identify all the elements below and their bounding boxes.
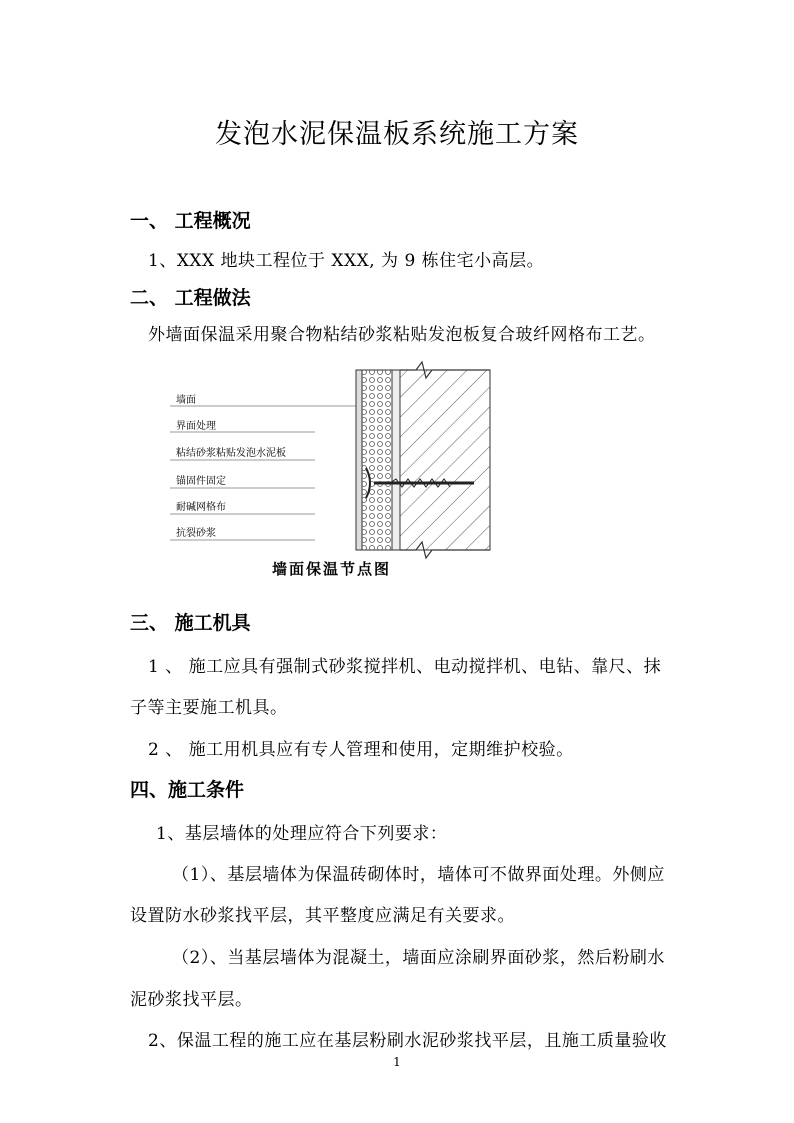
diagram-label-mortar: 抗裂砂浆 [176,528,216,539]
diagram-caption: 墙面保温节点图 [272,560,392,578]
section-heading-method: 二、 工程做法 [130,287,251,309]
document-title: 发泡水泥保温板系统施工方案 [215,119,579,150]
conditions-item-2-line1: 2、保温工程的施工应在基层粉刷水泥砂浆找平层，且施工质量验收 [148,1031,667,1051]
equipment-item-1-line2: 子等主要施工机具。 [130,698,288,718]
foam-cement-board [362,370,392,550]
diagram-label-mesh: 耐碱网格布 [176,502,226,513]
method-text: 外墙面保温采用聚合物粘结砂浆粘贴发泡板复合玻纤网格布工艺。 [148,325,656,345]
diagram-label-wall: 墙面 [176,395,196,406]
equipment-item-1-line1: 1 、 施工应具有强制式砂浆搅拌机、电动搅拌机、电钻、靠尺、抹 [148,657,662,677]
diagram-label-interface: 界面处理 [176,421,216,432]
conditions-sub-1-line2: 设置防水砂浆找平层，其平整度应满足有关要求。 [130,906,515,926]
diagram-label-anchor: 锚固件固定 [176,476,226,487]
diagram-label-adhesive: 粘结砂浆粘贴发泡水泥板 [176,448,286,459]
conditions-sub-2-line2: 泥砂浆找平层。 [130,990,253,1010]
wall-insulation-node-diagram [160,360,500,590]
section-heading-equipment: 三、 施工机具 [130,612,251,634]
base-wall [400,370,490,550]
conditions-sub-1-line1: （1）、基层墙体为保温砖砌体时，墙体可不做界面处理。外侧应 [172,865,665,885]
conditions-sub-2-line1: （2）、当基层墙体为混凝土，墙面应涂刷界面砂浆，然后粉刷水 [172,948,665,968]
adhesive-mortar-layer [392,370,400,550]
overview-item-1: 1、XXX 地块工程位于 XXX, 为 9 栋住宅小高层。 [148,251,545,271]
finish-layer [356,370,362,550]
section-heading-conditions: 四、施工条件 [130,779,245,801]
conditions-item-1: 1、基层墙体的处理应符合下列要求： [156,824,448,844]
equipment-item-2: 2 、 施工用机具应有专人管理和使用，定期维护校验。 [148,740,574,760]
page-number: 1 [393,1055,401,1069]
section-heading-overview: 一、 工程概况 [130,210,251,232]
